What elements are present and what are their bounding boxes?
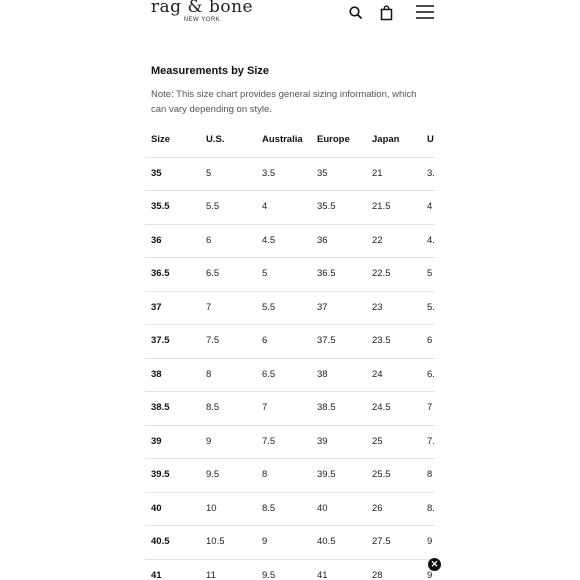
table-cell: 36: [151, 234, 162, 246]
table-row: [145, 224, 435, 258]
table-body: [145, 157, 435, 580]
table-cell: 39.5: [317, 469, 336, 480]
table-cell: 4: [262, 201, 268, 212]
table-cell: 22.5: [372, 268, 391, 279]
table-cell: 26: [372, 502, 383, 514]
table-cell: 11: [206, 569, 216, 580]
hamburger-menu-icon: [415, 3, 435, 21]
table-cell: 8.: [427, 502, 435, 514]
table-cell: 5: [206, 167, 212, 179]
table-cell: 7.: [427, 435, 435, 447]
table-cell: 5: [262, 268, 268, 279]
bag-icon: [378, 4, 396, 22]
table-cell: 38: [317, 368, 328, 380]
column-header: Australia: [262, 134, 303, 145]
table-cell: 7.5: [206, 335, 220, 346]
table-cell: 24: [372, 368, 383, 380]
table-cell: 38: [151, 368, 162, 380]
table-cell: 8: [262, 469, 268, 480]
brand-logo[interactable]: [147, 0, 257, 24]
table-cell: 7: [427, 402, 433, 413]
table-cell: 38.5: [317, 402, 336, 413]
table-cell: 39: [151, 435, 162, 447]
table-row: [145, 190, 435, 224]
table-cell: 36.5: [317, 268, 336, 279]
table-cell: 22: [372, 234, 383, 246]
table-row: [145, 358, 435, 392]
table-cell: 9: [427, 536, 433, 547]
table-cell: 10.5: [206, 536, 225, 547]
table-cell: 36.5: [151, 268, 170, 279]
size-chart-table: [145, 124, 435, 580]
table-cell: 6.: [427, 368, 435, 380]
table-cell: 25: [372, 435, 383, 447]
table-cell: 41: [317, 569, 328, 580]
table-row: [145, 559, 435, 580]
table-cell: 40.5: [317, 536, 336, 547]
table-cell: 40.5: [151, 536, 170, 547]
table-cell: 24.5: [372, 402, 391, 413]
table-row: [145, 458, 435, 492]
table-cell: 9.5: [206, 469, 220, 480]
table-cell: 28: [372, 569, 383, 580]
table-cell: 39: [317, 435, 328, 447]
table-cell: 4: [427, 201, 433, 212]
table-row: [145, 391, 435, 425]
table-cell: 7: [262, 402, 268, 413]
table-cell: 37.5: [151, 335, 170, 346]
table-cell: 9.5: [262, 569, 276, 580]
table-row: [145, 324, 435, 358]
table-cell: 9: [206, 435, 212, 447]
table-row: [145, 157, 435, 191]
sizing-note: Note: This size chart provides general sizing information, which can vary depending on style.: [151, 89, 417, 115]
table-cell: 8.5: [206, 402, 220, 413]
table-cell: 40: [151, 502, 162, 514]
table-cell: 9: [427, 569, 433, 580]
table-cell: 3.: [427, 167, 435, 179]
table-cell: 35.5: [317, 201, 336, 212]
table-cell: 6: [427, 335, 433, 346]
table-cell: 37.5: [317, 335, 336, 346]
table-cell: 7: [206, 301, 212, 313]
table-cell: 39.5: [151, 469, 170, 480]
table-cell: 6.5: [206, 268, 220, 279]
table-cell: 36: [317, 234, 328, 246]
table-cell: 35: [151, 167, 162, 179]
table-cell: 38.5: [151, 402, 170, 413]
table-cell: 23: [372, 301, 383, 313]
menu-button[interactable]: [415, 3, 435, 21]
table-row: [145, 291, 435, 325]
close-icon[interactable]: ✕: [428, 558, 441, 571]
table-cell: 7.5: [262, 435, 276, 447]
logo-wordmark: rag & bone: [150, 0, 254, 17]
site-header: [145, 0, 435, 32]
search-button[interactable]: [347, 4, 365, 22]
table-cell: 8.5: [262, 502, 276, 514]
mobile-viewport: [145, 0, 435, 580]
search-icon: [347, 4, 365, 22]
column-header: U: [427, 134, 434, 145]
column-header: U.S.: [206, 134, 225, 145]
table-row: [145, 492, 435, 526]
table-cell: 23.5: [372, 335, 391, 346]
table-cell: 5: [427, 268, 433, 279]
table-cell: 9: [262, 536, 268, 547]
table-cell: 27.5: [372, 536, 391, 547]
logo-subtitle: NEW YORK: [183, 17, 221, 23]
table-cell: 6: [206, 234, 212, 246]
table-cell: 37: [317, 301, 328, 313]
table-cell: 40: [317, 502, 328, 514]
shopping-bag-button[interactable]: [378, 4, 396, 22]
column-header: Size: [151, 134, 171, 145]
column-header: Japan: [372, 134, 400, 145]
table-cell: 4.: [427, 234, 435, 246]
table-cell: 3.5: [262, 167, 276, 179]
table-cell: 5.: [427, 301, 435, 313]
table-cell: 4.5: [262, 234, 276, 246]
table-cell: 6.5: [262, 368, 276, 380]
table-cell: 8: [427, 469, 433, 480]
table-header-row: [145, 124, 435, 157]
table-cell: 37: [151, 301, 162, 313]
table-row: [145, 525, 435, 559]
table-row: [145, 425, 435, 459]
table-cell: 6: [262, 335, 268, 346]
table-cell: 21.5: [372, 201, 391, 212]
table-cell: 10: [206, 502, 217, 514]
table-cell: 25.5: [372, 469, 391, 480]
table-cell: 35.5: [151, 201, 170, 212]
table-cell: 5.5: [206, 201, 220, 212]
table-cell: 21: [372, 167, 383, 179]
column-header: Europe: [317, 134, 350, 145]
table-cell: 41: [151, 569, 162, 580]
table-row: [145, 257, 435, 291]
table-cell: 5.5: [262, 301, 276, 313]
table-cell: 35: [317, 167, 328, 179]
table-cell: 8: [206, 368, 212, 380]
page-title: Measurements by Size: [151, 65, 269, 77]
